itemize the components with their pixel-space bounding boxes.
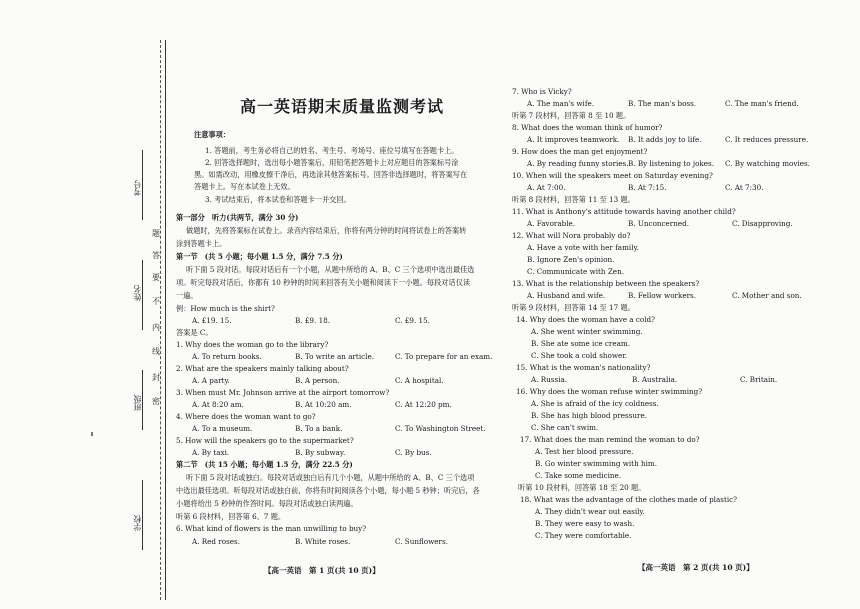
seal-char: 线 [152, 347, 160, 356]
option-b: B. By listening to jokes. [628, 159, 714, 168]
section2-intro: 听下面 5 段对话或独白。每段对话或独白后有几个小题，从题中所给的 A、B、C 三个选项 [186, 473, 475, 482]
option-a: A. A party. [192, 376, 230, 385]
right-column [510, 0, 855, 609]
seal-char: 不 [152, 297, 160, 306]
notice-line: 答题卡上。写在本试卷上无效。 [194, 182, 295, 191]
option-a: A. At 8:20 am. [192, 400, 244, 409]
seal-char: 答 [152, 251, 160, 260]
notice-line: 黑。如需改动，用橡皮擦干净后，再选涂其他答案标号。回答非选择题时，将答案写在 [194, 170, 468, 179]
option-c: C. Britain. [740, 375, 778, 384]
option-b: B. A person. [295, 376, 340, 385]
material-instruction: 听第 7 段材料，回答第 8 至 10 题。 [512, 111, 631, 120]
question-text: 7. Who is Vicky? [512, 87, 572, 96]
option-a: A. She went winter swimming. [531, 327, 643, 336]
notice-line: 2. 回答选择题时，选出每小题答案后，用铅笔把答题卡上对应题目的答案标号涂 [205, 158, 459, 167]
section1-heading: 第一节 (共 5 小题；每小题 1.5 分，满分 7.5 分) [176, 252, 343, 261]
option-c: C. They were comfortable. [535, 531, 632, 540]
option-a: A. By reading funny stories. [527, 159, 629, 168]
question-text: 16. Why does the woman refuse winter swimming? [516, 387, 703, 396]
question-text: 17. What does the man remind the woman to do? [520, 435, 700, 444]
seal-char: 封 [152, 373, 160, 382]
option-c: C. At 12:20 pm. [395, 400, 452, 409]
part1-heading: 第一部分 听力(共两节，满分 30 分) [176, 213, 299, 222]
option-b: B. By subway. [295, 448, 346, 457]
option-c: C. Mother and son. [732, 291, 802, 300]
option-c: C. Disapproving. [732, 219, 793, 228]
question-text: 3. When must Mr. Johnson arrive at the airport tomorrow? [176, 388, 390, 397]
section2-intro: 中选出最佳选项。听每段对话或独白前，你将有时间阅读各个小题，每小题 5 秒钟；听完后，各 [176, 486, 480, 495]
option-a: A. The man's wife. [527, 99, 595, 108]
question-text: 10. When will the speakers meet on Saturday evening? [512, 171, 713, 180]
seal-char: 题 [152, 229, 160, 238]
option-b: B. To write an article. [295, 352, 374, 361]
option-b: B. Fellow workers. [628, 291, 696, 300]
option-a: A. To a museum. [192, 424, 253, 433]
question-text: 11. What is Anthony's attitude towards having another child? [512, 207, 736, 216]
option-c: C. The man's friend. [725, 99, 799, 108]
notice-line: 3. 考试结束后，将本试卷和答题卡一并交回。 [205, 195, 351, 204]
seal-char: 要 [152, 273, 160, 282]
option-c: C. She took a cold shower. [531, 351, 628, 360]
option-a: A. Russia. [531, 375, 568, 384]
option-c: C. At 7:30. [725, 183, 764, 192]
option-b: B. The man's boss. [628, 99, 697, 108]
material-instruction: 听第 10 段材料，回答第 18 至 20 题。 [518, 483, 646, 492]
question-text: 4. Where does the woman want to go? [176, 412, 316, 421]
option-a: A. Favorable. [527, 219, 576, 228]
section1-intro: 项。听完每段对话后，你都有 10 秒钟的时间来回答有关小题和阅读下一小题。每段对话仅读 [176, 278, 471, 287]
margin-mark [91, 432, 93, 436]
example-option-a: A. £19. 15. [192, 316, 232, 325]
option-c: C. Sunflowers. [395, 537, 448, 546]
question-text: 8. What does the woman think of humor? [512, 123, 663, 132]
part1-intro: 涂到答题卡上。 [176, 239, 227, 248]
name-label: 姓名 [133, 285, 142, 301]
question-text: 2. What are the speakers mainly talking about? [176, 364, 349, 373]
school-label: 学校 [133, 515, 142, 531]
option-b: B. Unconcerned. [628, 219, 690, 228]
notice-heading: 注意事项： [194, 130, 230, 139]
option-a: A. Red roses. [192, 537, 240, 546]
question-text: 13. What is the relationship between the speakers? [512, 279, 700, 288]
option-c: C. It reduces pressure. [725, 135, 809, 144]
option-b: B. Ignore Zen's opinion. [527, 255, 615, 264]
exam-title: 高一英语期末质量监测考试 [240, 97, 445, 116]
question-text: 1. Why does the woman go to the library? [176, 340, 329, 349]
binding-line-inner [160, 40, 161, 600]
option-a: A. To return books. [192, 352, 262, 361]
class-label: 班级 [133, 395, 142, 411]
material-instruction: 听第 6 段材料，回答第 6、7 题。 [176, 512, 286, 521]
option-c: C. Communicate with Zen. [527, 267, 624, 276]
option-b: B. She ate some ice cream. [531, 339, 630, 348]
option-c: C. A hospital. [395, 376, 444, 385]
question-text: 6. What kind of flowers is the man unwilling to buy? [176, 524, 367, 533]
option-b: B. At 7:15. [628, 183, 667, 192]
notice-line: 1. 答题前，考生务必将自己的姓名、考生号、考场号、座位号填写在答题卡上。 [205, 146, 459, 155]
example-option-c: C. £9. 15. [395, 316, 430, 325]
option-c: C. She can't swim. [531, 423, 599, 432]
option-a: A. They didn't wear out easily. [535, 507, 645, 516]
option-a: A. Husband and wife. [527, 291, 606, 300]
material-instruction: 听第 9 段材料，回答第 14 至 17 题。 [512, 303, 635, 312]
option-a: A. Have a vote with her family. [527, 243, 639, 252]
question-text: 14. Why does the woman have a cold? [516, 315, 655, 324]
question-text: 18. What was the advantage of the clothes made of plastic? [520, 495, 738, 504]
section1-intro: 一遍。 [176, 291, 198, 300]
part1-intro: 做题时，先将答案标在试卷上。录音内容结束后，你将有两分钟的时间将试卷上的答案转 [186, 226, 467, 235]
binding-line [165, 40, 166, 600]
option-b: B. Go winter swimming with him. [535, 459, 658, 468]
page-footer-right: 【高一英语 第 2 页(共 10 页)】 [638, 563, 754, 572]
seal-char: 密 [152, 397, 160, 406]
option-b: B. They were easy to wash. [535, 519, 635, 528]
page-footer-left: 【高一英语 第 1 页(共 10 页)】 [264, 566, 380, 575]
question-text: 12. What will Nora probably do? [512, 231, 631, 240]
option-c: C. To Washington Street. [395, 424, 486, 433]
example-question: 例：How much is the shirt? [176, 304, 275, 313]
option-b: B. It adds joy to life. [628, 135, 702, 144]
question-text: 9. How does the man get enjoyment? [512, 147, 648, 156]
section2-intro: 小题将给出 5 秒钟的作答时间。每段对话或独白读两遍。 [176, 499, 358, 508]
option-a: A. At 7:00. [527, 183, 566, 192]
example-answer: 答案是 C。 [176, 328, 213, 337]
option-a: A. It improves teamwork. [527, 135, 620, 144]
option-b: B. White roses. [295, 537, 351, 546]
option-c: C. To prepare for an exam. [395, 352, 493, 361]
option-c: C. Take some medicine. [535, 471, 622, 480]
section2-heading: 第二节 (共 15 小题；每小题 1.5 分，满分 22.5 分) [176, 460, 353, 469]
question-text: 15. What is the woman's nationality? [516, 363, 651, 372]
option-b: B. She has high blood pressure. [531, 411, 647, 420]
option-b: B. Australia. [632, 375, 678, 384]
example-option-b: B. £9. 18. [295, 316, 330, 325]
exam-number-label: 考号 [133, 180, 142, 196]
section1-intro: 听下面 5 段对话。每段对话后有一个小题，从题中所给的 A、B、C 三个选项中选出最佳选 [186, 265, 475, 274]
option-a: A. She is afraid of the icy coldness. [531, 399, 659, 408]
material-instruction: 听第 8 段材料，回答第 11 至 13 题。 [512, 195, 635, 204]
option-c: C. By bus. [395, 448, 432, 457]
option-b: B. To a bank. [295, 424, 343, 433]
option-c: C. By watching movies. [725, 159, 810, 168]
question-text: 5. How will the speakers go to the supermarket? [176, 436, 354, 445]
option-b: B. At 10:20 am. [295, 400, 352, 409]
option-a: A. By taxi. [192, 448, 230, 457]
seal-char: 内 [152, 323, 160, 332]
option-a: A. Test her blood pressure. [535, 447, 634, 456]
